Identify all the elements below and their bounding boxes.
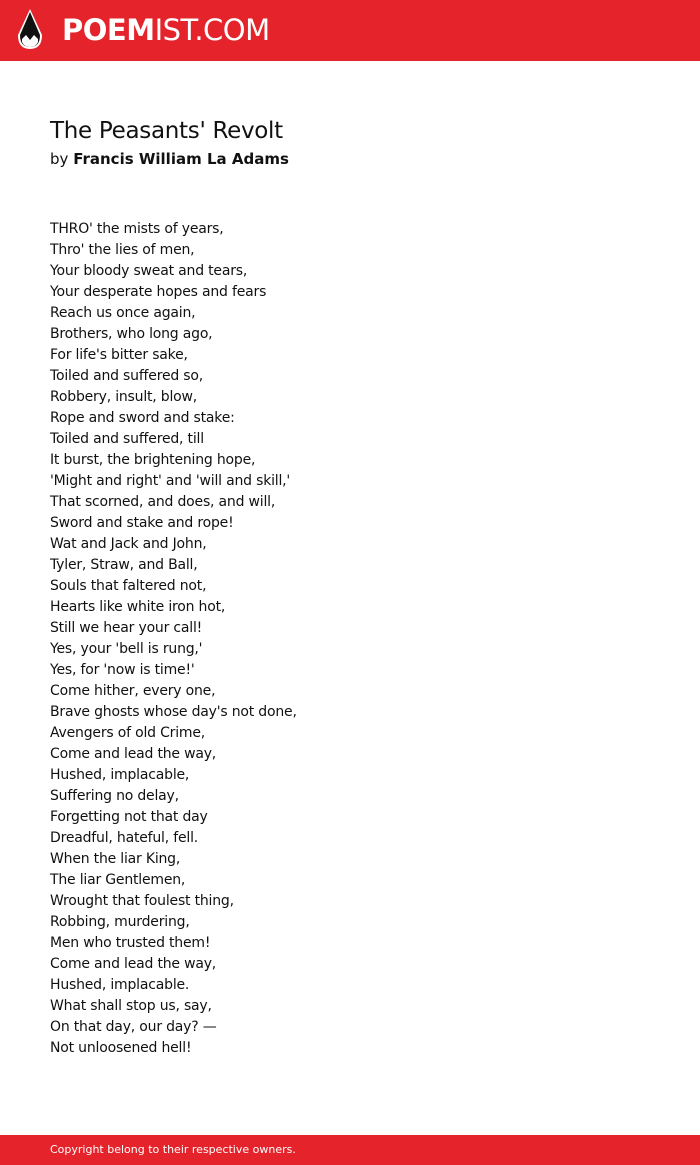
poem-line: Robbing, murdering,: [50, 914, 190, 930]
site-footer: [0, 1135, 700, 1165]
poem-line: Brothers, who long ago,: [50, 326, 213, 342]
poem-line: Wrought that foulest thing,: [50, 893, 234, 909]
poem-line: Dreadful, hateful, fell.: [50, 830, 199, 846]
pencil-tip-icon[interactable]: [18, 9, 42, 51]
poem-line: The liar Gentlemen,: [50, 872, 186, 888]
poem-line: 'Might and right' and 'will and skill,': [50, 473, 291, 489]
copyright-notice: Copyright belong to their respective owners.: [50, 1143, 296, 1156]
poem-line: Souls that faltered not,: [50, 578, 207, 594]
by-label: by: [50, 150, 69, 168]
poem-line: Not unloosened hell!: [50, 1040, 192, 1056]
poem-line: Men who trusted them!: [50, 935, 211, 951]
poem-author: Francis William La Adams: [73, 150, 289, 168]
poem-line: Robbery, insult, blow,: [50, 389, 198, 405]
poem-line: Avengers of old Crime,: [50, 725, 205, 741]
poem-line: Hushed, implacable,: [50, 767, 190, 783]
poem-line: Yes, your 'bell is rung,': [50, 641, 203, 657]
poem-line: Thro' the lies of men,: [50, 242, 195, 258]
logo-light-text: IST.COM: [154, 13, 270, 47]
poem-line: Tyler, Straw, and Ball,: [50, 557, 198, 573]
poem-line: Forgetting not that day: [50, 809, 208, 825]
poem-line: It burst, the brightening hope,: [50, 452, 256, 468]
poem-body: [50, 219, 297, 1059]
poem-line: Reach us once again,: [50, 305, 196, 321]
poem-line: Suffering no delay,: [50, 788, 179, 804]
site-header: [0, 0, 700, 61]
poem-byline: [50, 148, 289, 170]
poem-line: Rope and sword and stake:: [50, 410, 235, 426]
poem-line: Hearts like white iron hot,: [50, 599, 226, 615]
poem-line: For life's bitter sake,: [50, 347, 188, 363]
poem-line: On that day, our day? —: [50, 1019, 217, 1035]
poem-line: Wat and Jack and John,: [50, 536, 207, 552]
poem-line: Sword and stake and rope!: [50, 515, 234, 531]
poem-line: Your desperate hopes and fears: [50, 284, 267, 300]
poem-line: Toiled and suffered, till: [50, 431, 204, 447]
poem-line: Hushed, implacable.: [50, 977, 190, 993]
site-logo[interactable]: [62, 12, 270, 48]
poem-line: Still we hear your call!: [50, 620, 203, 636]
poem-line: Come and lead the way,: [50, 956, 217, 972]
poem-title: The Peasants' Revolt: [50, 118, 283, 144]
poem-line: Come hither, every one,: [50, 683, 216, 699]
poem-line: That scorned, and does, and will,: [50, 494, 276, 510]
poem-line: Toiled and suffered so,: [50, 368, 204, 384]
poem-line: Brave ghosts whose day's not done,: [50, 704, 297, 720]
poem-line: Yes, for 'now is time!': [50, 662, 195, 678]
poem-line: What shall stop us, say,: [50, 998, 212, 1014]
poem-line: Come and lead the way,: [50, 746, 217, 762]
poem-line: When the liar King,: [50, 851, 181, 867]
logo-bold-text: POEM: [62, 13, 155, 47]
poem-line: THRO' the mists of years,: [50, 221, 224, 237]
poem-line: Your bloody sweat and tears,: [50, 263, 248, 279]
